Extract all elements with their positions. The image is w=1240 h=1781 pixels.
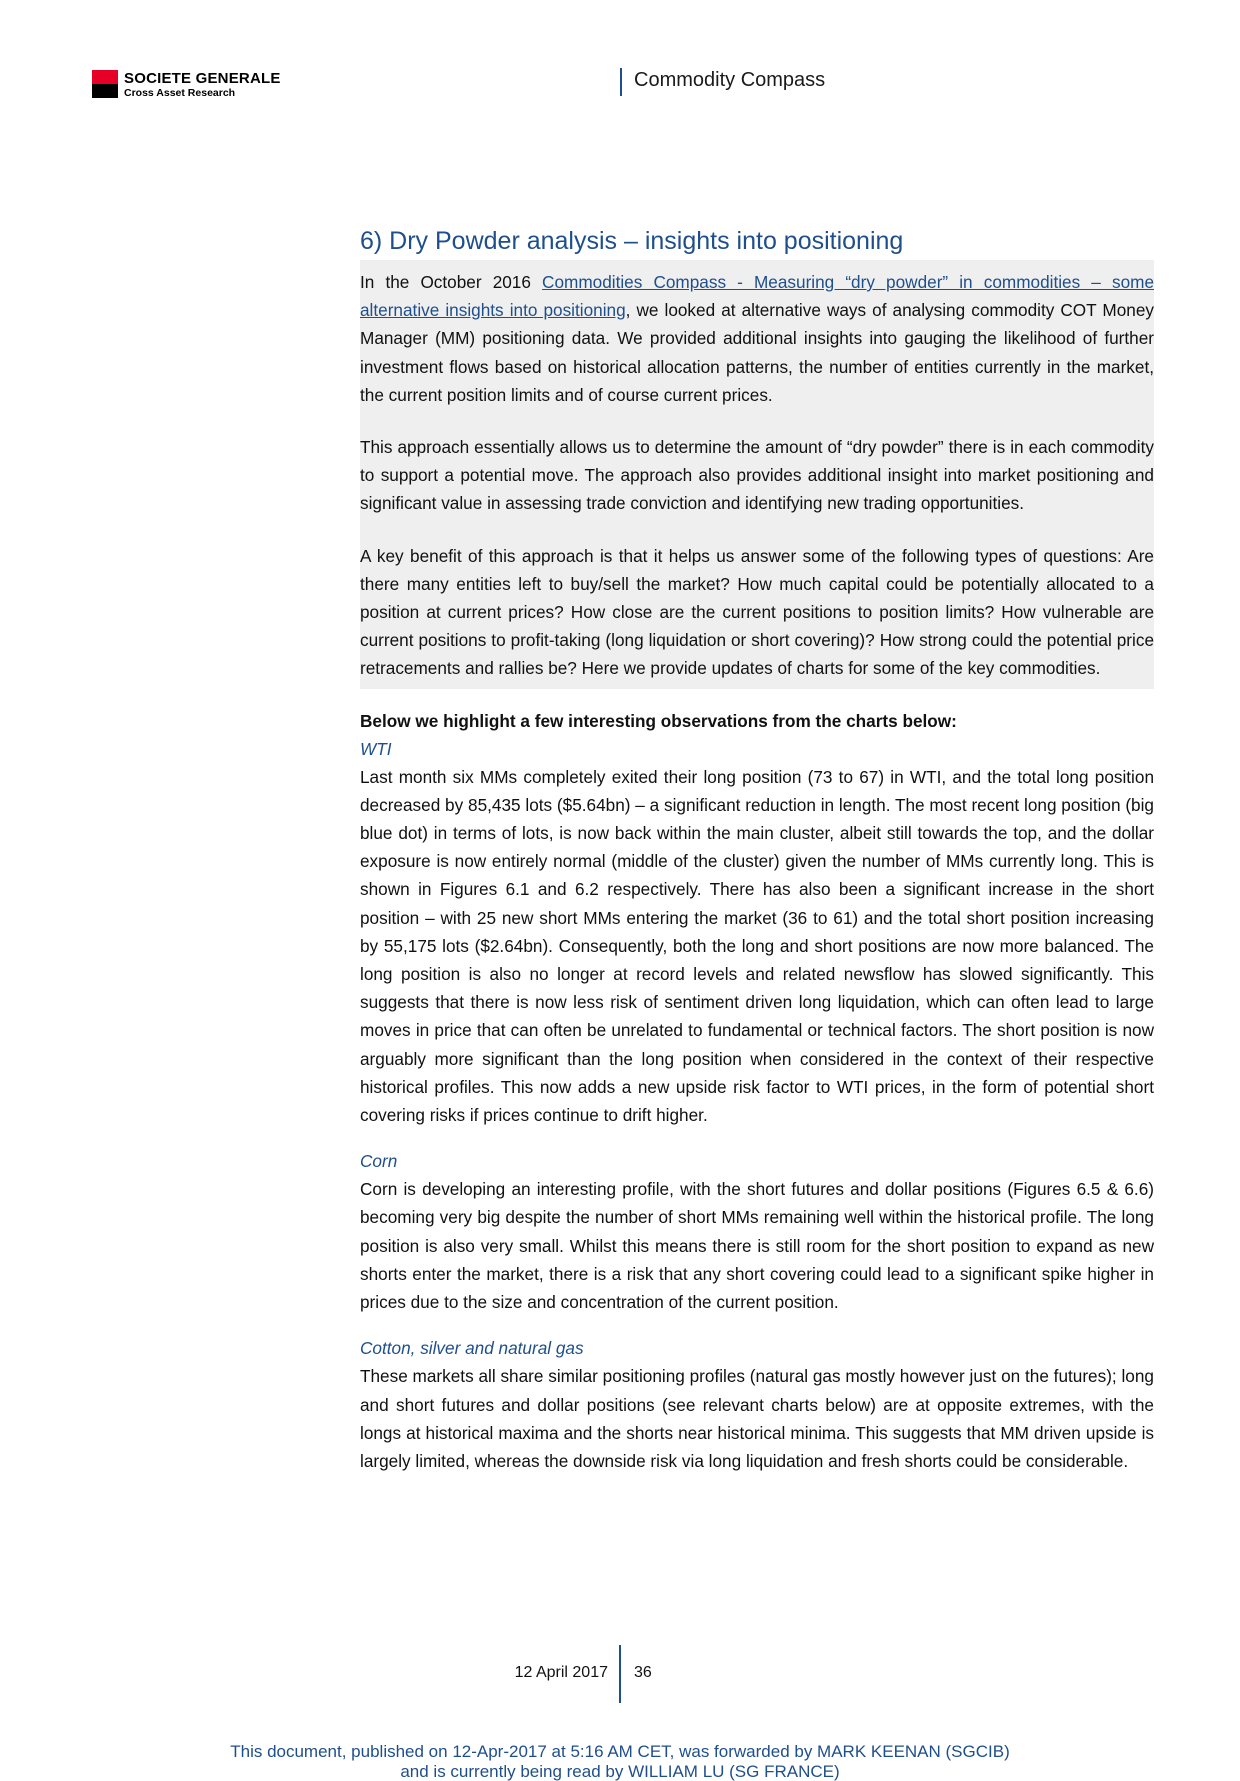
corn-paragraph: Corn is developing an interesting profile, with the short futures and dollar positions (Figures 6.5 & 6.6) becoming very big despite the number of short MMs remaining well within the historical profile. The long position is also very small. Whilst this means there is still room for the short position to expand as new shorts enter the market, there is a risk that any short covering could lead to a significant spike higher in prices due to the size and concentration of the current position.: [360, 1179, 1154, 1313]
page-number: 36: [634, 1664, 652, 1681]
intro-text-end: , we looked at alternative ways of analysing commodity COT Money Manager (MM) positioning data. We provided additional insights into gauging the likelihood of further investment flows based on historical allocation patterns, the number of entities currently in the market, the current position limits and of course current prices.: [360, 300, 1154, 405]
wti-heading: WTI: [360, 738, 392, 759]
brand-mark-icon: [92, 70, 118, 98]
intro-text-start: In the October 2016: [360, 272, 543, 292]
observations-intro: Below we highlight a few interesting observations from the charts below:: [360, 710, 957, 731]
footer-divider: [619, 1645, 621, 1703]
header-divider: [620, 68, 622, 96]
commodities-compass-link[interactable]: Commodities Compass - Measuring “dry powder” in commodities – some alternative insights into positioning: [360, 272, 1155, 321]
corn-heading: Corn: [360, 1151, 398, 1172]
publication-date: 12 April 2017: [514, 1664, 608, 1681]
societe-generale-logo: [92, 70, 281, 98]
distribution-notice-line2: and is currently being read by WILLIAM LU (SG FRANCE): [400, 1762, 840, 1781]
distribution-notice-line1: This document, published on 12-Apr-2017 at 5:16 AM CET, was forwarded by MARK KEENAN (SGCIB): [230, 1742, 1010, 1761]
cotton-silver-gas-heading: Cotton, silver and natural gas: [360, 1338, 584, 1359]
approach-paragraph: This approach essentially allows us to determine the amount of “dry powder” there is in each commodity to support a potential move. The approach also provides additional insight into market positioning and significant value in assessing trade conviction and identifying new trading opportunities.: [360, 437, 1154, 514]
summary-box: [360, 260, 1154, 689]
article-body: [360, 226, 1154, 1475]
wti-paragraph: Last month six MMs completely exited their long position (73 to 67) in WTI, and the total long position decreased by 85,435 lots ($5.64bn) – a significant reduction in length. The most recent long position (big blue dot) in terms of lots, is now back within the main cluster, albeit still towards the top, and the dollar exposure is now entirely normal (middle of the cluster) given the number of MMs currently long. This is shown in Figures 6.1 and 6.2 respectively. There has also been a significant increase in the short position – with 25 new short MMs entering the market (36 to 61) and the total short position increasing by 55,175 lots ($2.64bn). Consequently, both the long and short positions are now more balanced. The long position is also no longer at record levels and related newsflow has slowed significantly. This suggests that there is now less risk of sentiment driven long liquidation, which can often lead to large moves in price that can often be unrelated to fundamental or technical factors. The short position is now arguably more significant than the long position when considered in the context of their respective historical profiles. This now adds a new upside risk factor to WTI prices, in the form of potential short covering risks if prices continue to drift higher.: [360, 766, 1154, 1126]
benefit-paragraph: A key benefit of this approach is that it helps us answer some of the following types of questions: Are there many entities left to buy/sell the market? How much capital could be potentially allocated to a position at current prices? How close are the current positions to position limits? How vulnerable are current positions to profit-taking (long liquidation or short covering)? How strong could the potential price retracements and rallies be? Here we provide updates of charts for some of the key commodities.: [360, 545, 1154, 679]
publication-title: Commodity Compass: [634, 69, 826, 91]
cotton-silver-gas-paragraph: These markets all share similar positioning profiles (natural gas mostly however just on the futures); long and short futures and dollar positions (see relevant charts below) are at opposite extremes, with the longs at historical maxima and the shorts near historical minima. This suggests that MM driven upside is largely limited, whereas the downside risk via long liquidation and fresh shorts could be considerable.: [360, 1366, 1154, 1471]
brand-subtitle: Cross Asset Research: [124, 87, 236, 99]
intro-paragraph: [360, 268, 1154, 409]
brand-name: SOCIETE GENERALE: [124, 70, 281, 87]
section-heading: 6) Dry Powder analysis – insights into positioning: [360, 227, 904, 255]
